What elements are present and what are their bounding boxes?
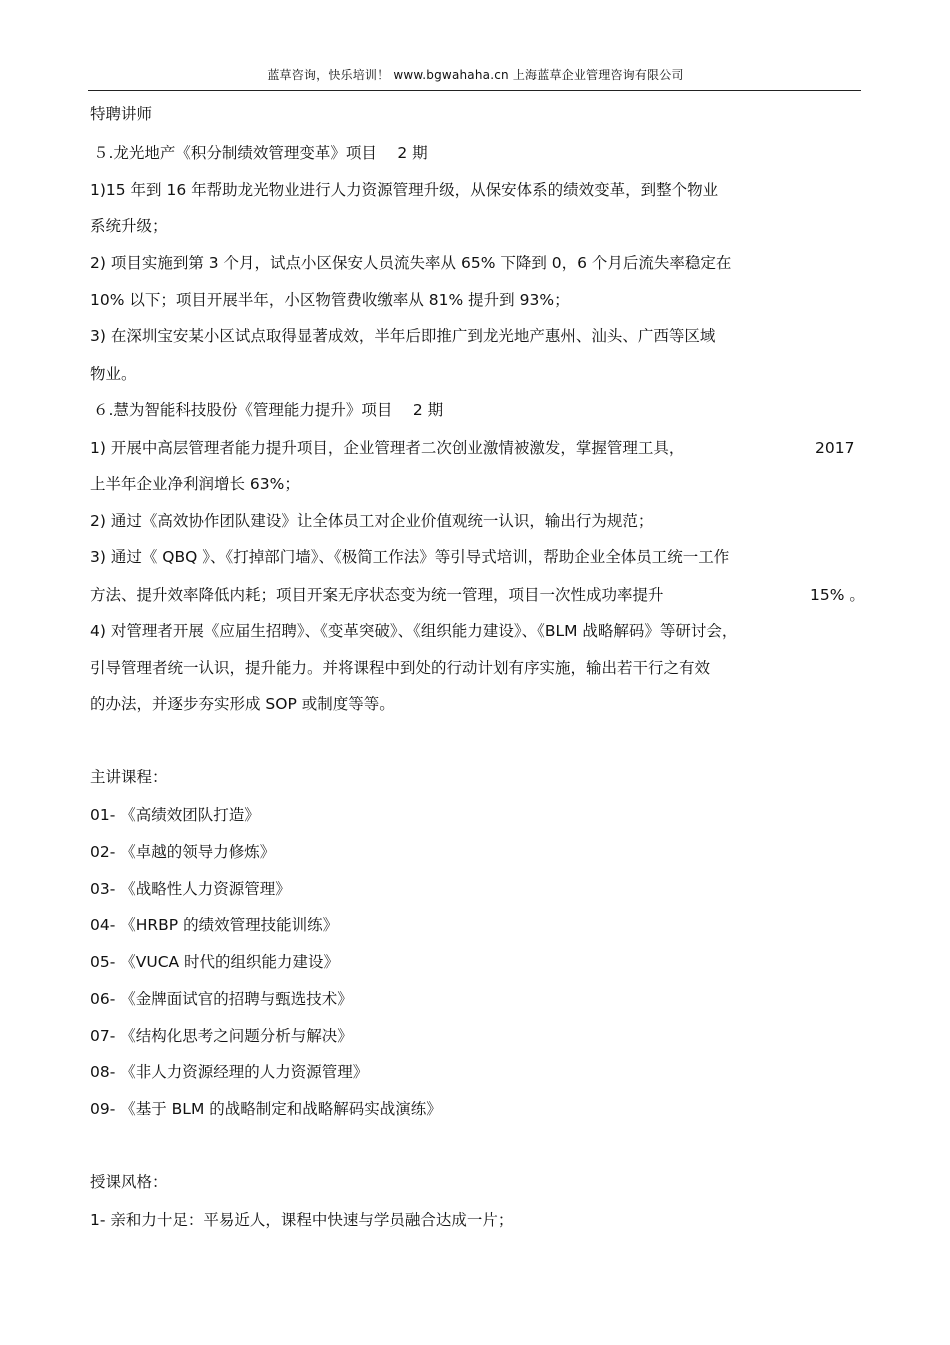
paragraph-line: 1) 开展中高层管理者能力提升项目，企业管理者二次创业激情被激发，掌握管理工具， bbox=[90, 439, 685, 457]
course-item: 02- 《卓越的领导力修炼》 bbox=[90, 843, 276, 861]
paragraph-line: 1)15 年到 16 年帮助龙光物业进行人力资源管理升级，从保安体系的绩效变革，到整个物业 bbox=[90, 181, 719, 199]
section-title-lecturer: 特聘讲师 bbox=[90, 105, 153, 123]
section-title-courses: 主讲课程： bbox=[90, 768, 168, 786]
project-heading-5: ５.龙光地产《积分制绩效管理变革》项目 2 期 bbox=[93, 144, 428, 162]
page-header: 蓝草咨询，快乐培训！ www.bgwahaha.cn 上海蓝草企业管理咨询有限公司 bbox=[267, 68, 684, 82]
course-item: 03- 《战略性人力资源管理》 bbox=[90, 880, 291, 898]
paragraph-line: 上半年企业净利润增长 63%； bbox=[90, 475, 300, 493]
paragraph-line: 系统升级； bbox=[90, 217, 168, 235]
paragraph-line: 方法、提升效率降低内耗；项目开案无序状态变为统一管理，项目一次性成功率提升 bbox=[90, 586, 664, 604]
paragraph-line: 的办法，并逐步夯实形成 SOP 或制度等等。 bbox=[90, 695, 395, 713]
course-item: 07- 《结构化思考之问题分析与解决》 bbox=[90, 1027, 353, 1045]
course-item: 06- 《金牌面试官的招聘与甄选技术》 bbox=[90, 990, 353, 1008]
paragraph-line: 3) 在深圳宝安某小区试点取得显著成效，半年后即推广到龙光地产惠州、汕头、广西等区域 bbox=[90, 327, 716, 345]
course-item: 05- 《VUCA 时代的组织能力建设》 bbox=[90, 953, 340, 971]
paragraph-year: 2017 bbox=[815, 439, 855, 457]
paragraph-line: 10% 以下；项目开展半年，小区物管费收缴率从 81% 提升到 93%； bbox=[90, 291, 570, 309]
paragraph-line: 4) 对管理者开展《应届生招聘》、《变革突破》、《组织能力建设》、《BLM 战略解码》等研讨会， bbox=[90, 622, 738, 640]
project-heading-6: ６.慧为智能科技股份《管理能力提升》项目 2 期 bbox=[93, 401, 444, 419]
course-item: 08- 《非人力资源经理的人力资源管理》 bbox=[90, 1063, 369, 1081]
course-item: 01- 《高绩效团队打造》 bbox=[90, 806, 260, 824]
paragraph-line: 引导管理者统一认识，提升能力。并将课程中到处的行动计划有序实施，输出若干行之有效 bbox=[90, 659, 711, 677]
course-item: 09- 《基于 BLM 的战略制定和战略解码实战演练》 bbox=[90, 1100, 442, 1118]
paragraph-line: 2) 项目实施到第 3 个月，试点小区保安人员流失率从 65% 下降到 0，6 个月后流失率稳定在 bbox=[90, 254, 732, 272]
paragraph-line: 3) 通过《 QBQ 》、《打掉部门墙》、《极简工作法》等引导式培训，帮助企业全体员工统一工作 bbox=[90, 548, 730, 566]
paragraph-line: 2) 通过《高效协作团队建设》让全体员工对企业价值观统一认识，输出行为规范； bbox=[90, 512, 654, 530]
paragraph-percent: 15% 。 bbox=[810, 586, 865, 604]
course-item: 04- 《HRBP 的绩效管理技能训练》 bbox=[90, 916, 339, 934]
paragraph-line: 物业。 bbox=[90, 365, 137, 383]
section-title-style: 授课风格： bbox=[90, 1173, 168, 1191]
header-divider bbox=[88, 90, 861, 91]
style-item: 1- 亲和力十足：平易近人，课程中快速与学员融合达成一片； bbox=[90, 1211, 514, 1229]
